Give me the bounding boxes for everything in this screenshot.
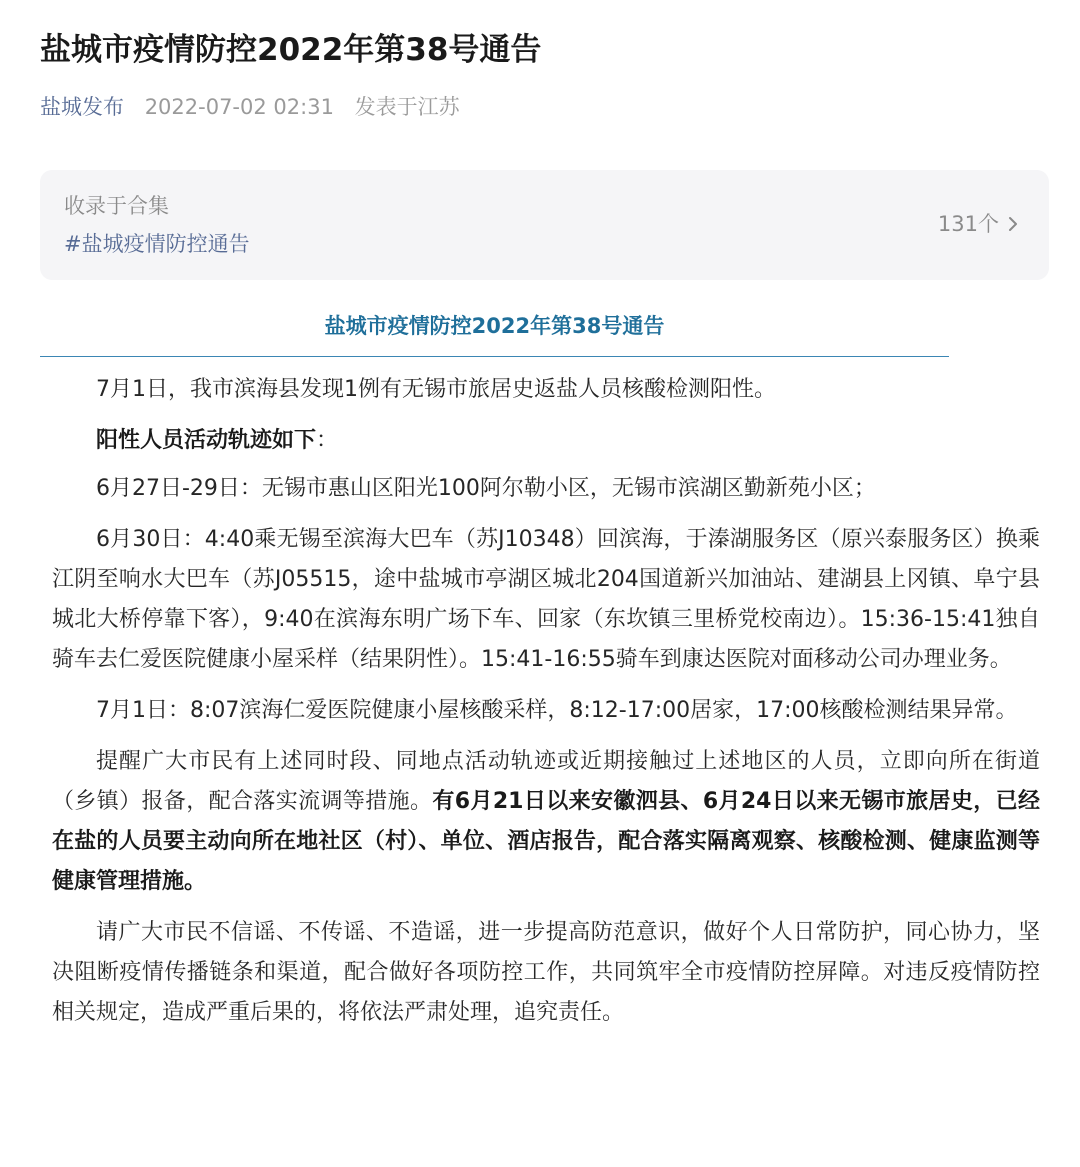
publish-location: 发表于江苏 [354,95,460,119]
author-link[interactable]: 盐城发布 [40,95,124,119]
track-heading-bold: 阳性人员活动轨迹如下 [96,428,317,453]
collection-count[interactable] [938,208,1023,240]
reminder-bold-text: 有6月21日以来安徽泗县、6月24日以来无锡市旅居史，已经在盐的人员要主动向所在地社区（村）、单位、酒店报告，配合落实隔离观察、核酸检测、健康监测等健康管理措施。 [52,789,1040,894]
collection-card[interactable] [40,170,1049,280]
paragraph-reminder [52,742,1040,902]
reminder-text: 提醒广大市民有上述同时段、同地点活动轨迹或近期接触过上述地区的人员，立即向所在街道（乡镇）报备，配合落实流调等措施。 [52,749,1040,814]
publish-date: 2022-07-02 02:31 [144,95,334,119]
article-title: 盐城市疫情防控2022年第38号通告 [40,32,542,68]
heading-divider [40,356,949,357]
paragraph-intro: 7月1日，我市滨海县发现1例有无锡市旅居史返盐人员核酸检测阳性。 [96,377,776,402]
paragraph-jul1: 7月1日：8:07滨海仁爱医院健康小屋核酸采样，8:12-17:00居家，17:00核酸检测结果异常。 [96,698,1018,723]
paragraph-jun27-29: 6月27日-29日：无锡市惠山区阳光100阿尔勒小区，无锡市滨湖区勤新苑小区； [96,476,876,501]
chevron-right-icon [1003,214,1023,234]
paragraph-track-heading [52,421,1040,461]
track-heading-colon: ： [316,428,339,453]
collection-tag[interactable]: #盐城疫情防控通告 [64,232,250,256]
collection-label: 收录于合集 [64,194,169,218]
article-meta [40,89,474,125]
content-heading: 盐城市疫情防控2022年第38号通告 [324,314,665,338]
article-body [52,370,1040,1044]
paragraph-jun30: 6月30日：4:40乘无锡至滨海大巴车（苏J10348）回滨海，于溱湖服务区（原兴泰服务区）换乘江阴至响水大巴车（苏J05515，途中盐城市亭湖区城北204国道新兴加油站、建湖县上冈镇、阜宁县城北大桥停靠下客），9:40在滨海东明广场下车、回家（东坎镇三里桥党校南边）。15:36-15:41独自骑车去仁爱医院健康小屋采样（结果阴性）。15:41-16:55骑车到康达医院对面移动公司办理业务。 [52,527,1040,672]
collection-count-text: 131个 [937,212,999,236]
paragraph-appeal: 请广大市民不信谣、不传谣、不造谣，进一步提高防范意识，做好个人日常防护，同心协力，坚决阻断疫情传播链条和渠道，配合做好各项防控工作，共同筑牢全市疫情防控屏障。对违反疫情防控相关规定，造成严重后果的，将依法严肃处理，追究责任。 [52,920,1040,1025]
